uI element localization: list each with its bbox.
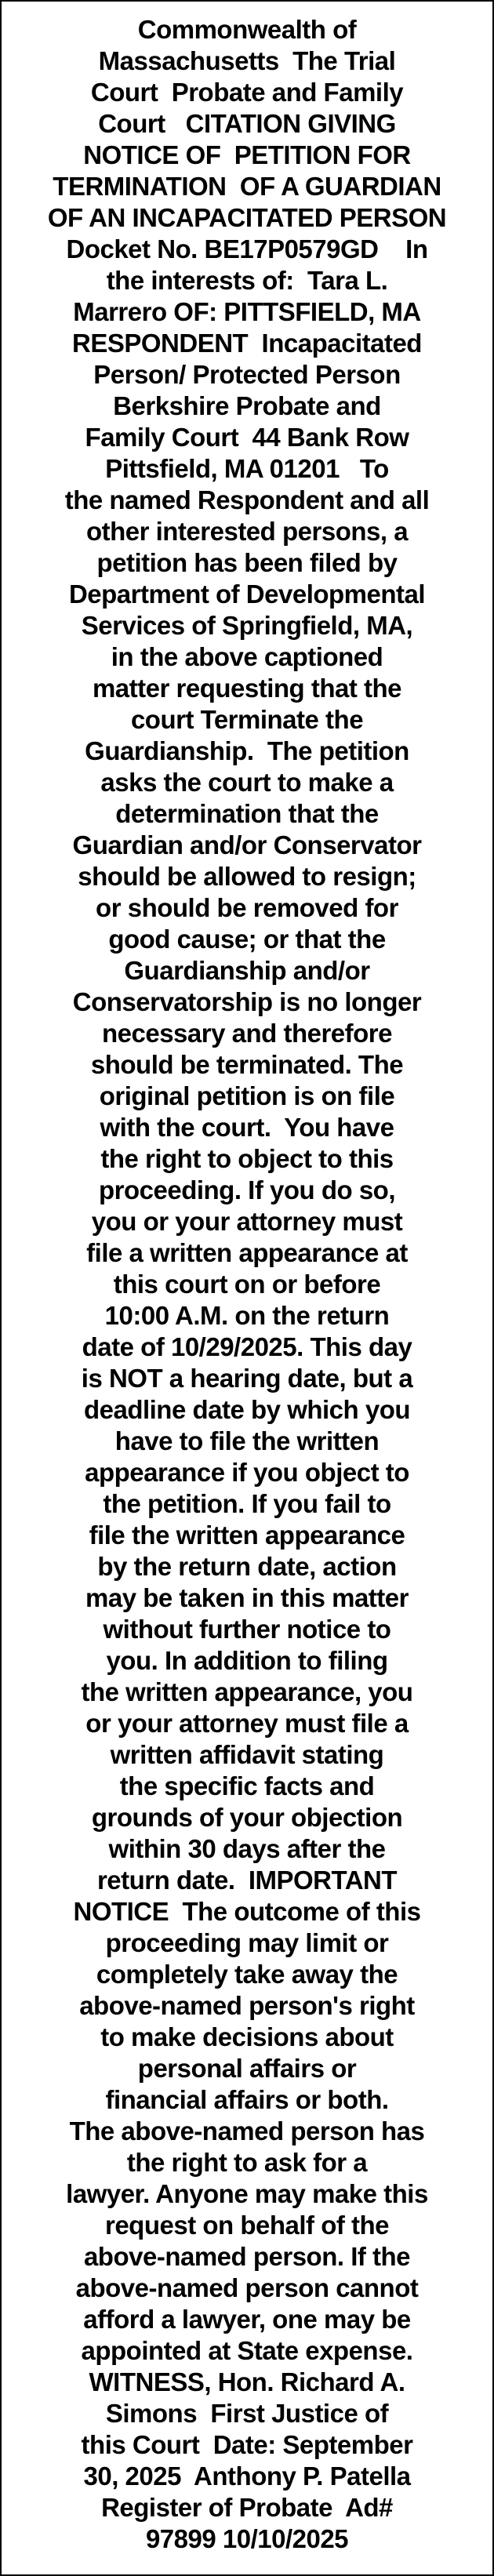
notice-line: 10:00 A.M. on the return xyxy=(104,1301,390,1330)
notice-line: to make decisions about xyxy=(100,2022,394,2051)
notice-line: is NOT a hearing date, but a xyxy=(81,1364,413,1393)
notice-line: within 30 days after the xyxy=(108,1834,386,1863)
notice-line: proceeding. If you do so, xyxy=(98,1175,396,1204)
notice-line: afford a lawyer, one may be xyxy=(83,2305,411,2334)
notice-line: appearance if you object to xyxy=(85,1458,409,1487)
notice-line: determination that the xyxy=(115,799,379,828)
notice-line: above-named person cannot xyxy=(75,2273,419,2302)
notice-line: without further notice to xyxy=(103,1615,391,1644)
notice-line: the written appearance, you xyxy=(81,1677,413,1706)
notice-line: Services of Springfield, MA, xyxy=(81,611,413,640)
notice-line: grounds of your objection xyxy=(91,1803,403,1832)
notice-line: Person/ Protected Person xyxy=(93,360,401,389)
notice-line: Conservatorship is no longer xyxy=(72,987,422,1016)
notice-line: the right to object to this xyxy=(100,1144,394,1173)
notice-line: above-named person's right xyxy=(79,1991,415,2020)
notice-line: or should be removed for xyxy=(96,893,398,922)
notice-line: Guardian and/or Conservator xyxy=(72,830,422,859)
notice-line: OF AN INCAPACITATED PERSON xyxy=(47,203,447,232)
notice-line: original petition is on file xyxy=(99,1081,395,1110)
notice-line: you or your attorney must xyxy=(91,1207,403,1236)
notice-line: the interests of: Tara L. xyxy=(106,266,388,295)
notice-line: completely take away the xyxy=(96,1960,398,1989)
notice-line: the right to ask for a xyxy=(126,2148,368,2177)
notice-line: 30, 2025 Anthony P. Patella xyxy=(83,2462,411,2491)
notice-line: have to file the written xyxy=(114,1426,380,1455)
notice-line: the specific facts and xyxy=(119,1771,375,1800)
notice-line: this Court Date: September xyxy=(81,2430,413,2459)
notice-line: necessary and therefore xyxy=(101,1019,392,1048)
notice-line: file the written appearance xyxy=(89,1521,405,1550)
notice-line: matter requesting that the xyxy=(92,674,402,703)
notice-line: financial affairs or both. xyxy=(105,2085,389,2114)
notice-line: 97899 10/10/2025 xyxy=(145,2524,349,2553)
notice-line: by the return date, action xyxy=(97,1552,397,1581)
notice-line: Docket No. BE17P0579GD In xyxy=(66,234,428,263)
notice-text-block xyxy=(2,14,492,2555)
notice-line: Marrero OF: PITTSFIELD, MA xyxy=(73,297,421,326)
notice-line: in the above captioned xyxy=(111,642,383,671)
notice-line: deadline date by which you xyxy=(83,1395,411,1424)
notice-line: written affidavit stating xyxy=(110,1740,384,1769)
notice-line: date of 10/29/2025. This day xyxy=(82,1332,412,1361)
notice-line: asks the court to make a xyxy=(100,768,394,797)
notice-line: Berkshire Probate and xyxy=(113,391,381,420)
notice-line: Register of Probate Ad# xyxy=(101,2493,393,2522)
notice-line: TERMINATION OF A GUARDIAN xyxy=(53,172,441,201)
notice-line: file a written appearance at xyxy=(86,1238,408,1267)
notice-line: Court Probate and Family xyxy=(90,78,404,107)
notice-line: NOTICE OF PETITION FOR xyxy=(83,140,411,169)
notice-line: Commonwealth of xyxy=(137,15,357,44)
notice-line: Simons First Justice of xyxy=(105,2399,389,2428)
notice-line: WITNESS, Hon. Richard A. xyxy=(89,2367,405,2396)
notice-line: Guardianship and/or xyxy=(124,956,370,985)
notice-line: lawyer. Anyone may make this xyxy=(66,2179,428,2208)
notice-line: Department of Developmental xyxy=(68,580,426,609)
notice-line: RESPONDENT Incapacitated xyxy=(72,329,422,358)
notice-line: personal affairs or xyxy=(137,2054,357,2083)
notice-line: Family Court 44 Bank Row xyxy=(85,423,409,452)
notice-line: Pittsfield, MA 01201 To xyxy=(105,454,389,483)
notice-line: you. In addition to filing xyxy=(106,1646,388,1675)
notice-line: Guardianship. The petition xyxy=(85,736,409,765)
notice-line: court Terminate the xyxy=(130,705,364,734)
notice-line: The above-named person has xyxy=(69,2116,425,2145)
notice-line: this court on or before xyxy=(113,1270,381,1299)
notice-line: Massachusetts The Trial xyxy=(98,46,396,75)
notice-line: request on behalf of the xyxy=(104,2211,390,2240)
notice-line: appointed at State expense. xyxy=(81,2336,413,2365)
notice-line: return date. IMPORTANT xyxy=(96,1866,398,1895)
notice-line: may be taken in this matter xyxy=(85,1583,409,1612)
notice-line: the named Respondent and all xyxy=(64,485,430,514)
notice-line: with the court. You have xyxy=(100,1113,394,1142)
notice-line: or your attorney must file a xyxy=(85,1709,409,1738)
notice-line: Court CITATION GIVING xyxy=(98,109,396,138)
notice-line: above-named person. If the xyxy=(83,2242,411,2271)
notice-line: should be terminated. The xyxy=(90,1050,404,1079)
notice-line: should be allowed to resign; xyxy=(78,862,416,891)
notice-line: petition has been filed by xyxy=(96,548,398,577)
notice-line: good cause; or that the xyxy=(108,925,386,954)
notice-line: proceeding may limit or xyxy=(105,1928,389,1957)
notice-line: the petition. If you fail to xyxy=(103,1489,391,1518)
notice-line: other interested persons, a xyxy=(85,517,409,546)
notice-line: NOTICE The outcome of this xyxy=(73,1897,421,1926)
